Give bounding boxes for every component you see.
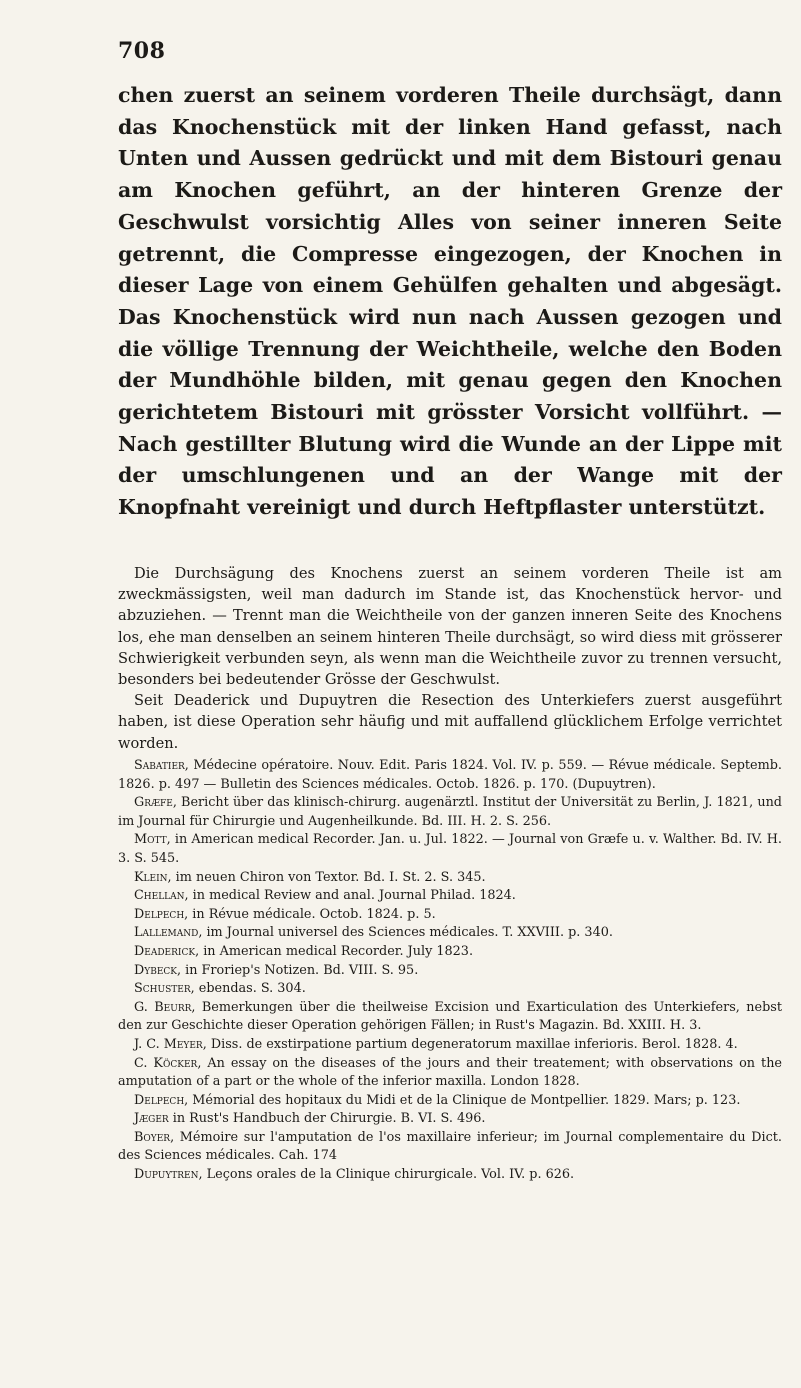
reference-author: Klein: [134, 869, 168, 885]
reference-entry: [118, 980, 782, 999]
reference-entry: [118, 1055, 782, 1092]
reference-text: , im neuen Chiron von Textor. Bd. I. St. 2. S. 345.: [167, 869, 486, 885]
reference-entry: [118, 924, 782, 943]
reference-author: Chellan: [134, 888, 185, 904]
reference-entry: [118, 831, 782, 868]
reference-entry: [118, 1129, 782, 1166]
main-text-block: [118, 80, 782, 524]
page-number: 708: [118, 38, 166, 64]
notes-block: [118, 563, 782, 754]
reference-text: , Mémorial des hopitaux du Midi et de la Clinique de Montpellier. 1829. Mars; p. 123.: [184, 1092, 741, 1108]
reference-author: Delpech: [134, 906, 185, 922]
reference-text: in Rust's Handbuch der Chirurgie. B. VI. S. 496.: [168, 1111, 486, 1127]
reference-author: Boyer: [134, 1129, 171, 1145]
reference-entry: [118, 906, 782, 925]
reference-text: , in medical Review and anal. Journal Philad. 1824.: [184, 888, 516, 904]
reference-entry: [118, 943, 782, 962]
note-paragraph: Die Durchsägung des Knochens zuerst an seinem vorderen Theile ist am zweckmässigsten, weil man dadurch im Stande ist, das Knochenstück hervor- und abzuziehen. — Trennt man die Weichtheile von der ganzen inneren Seite des Knochens los, ehe man denselben an seinem hinteren Theile durchsägt, so wird diess mit grösserer Schwierigkeit verbunden seyn, als wenn man die Weichtheile zuvor zu trennen versucht, besonders bei bedeutender Grösse der Geschwulst.: [118, 565, 782, 689]
reference-author: Dupuytren: [134, 1167, 199, 1183]
reference-entry: [118, 1166, 782, 1185]
reference-author: G. Beurr: [134, 999, 192, 1015]
reference-entry: [118, 962, 782, 981]
reference-text: , in American medical Recorder. July 1823.: [195, 943, 474, 959]
reference-entry: [118, 1036, 782, 1055]
reference-text: , Diss. de exstirpatione partium degeneratorum maxillae inferioris. Berol. 1828. 4.: [202, 1036, 738, 1052]
reference-entry: [118, 887, 782, 906]
reference-author: Dybeck: [134, 962, 177, 978]
reference-author: Lallemand: [134, 925, 199, 941]
reference-author: Schuster: [134, 981, 191, 997]
reference-entry: [118, 869, 782, 888]
reference-entry: [118, 999, 782, 1036]
reference-author: Delpech: [134, 1092, 185, 1108]
reference-text: , in Froriep's Notizen. Bd. VIII. S. 95.: [177, 962, 419, 978]
reference-text: , ebendas. S. 304.: [190, 981, 306, 997]
reference-author: Mott: [134, 832, 167, 848]
reference-text: , in American medical Recorder. Jan. u. Jul. 1822. — Journal von Græfe u. v. Walther. Bd. IV. H. 3. S. 545.: [118, 832, 782, 866]
reference-text: , Bemerkungen über die theilweise Excision und Exarticulation des Unterkiefers, nebst den zur Geschichte dieser Operation gehörigen Fällen; in Rust's Magazin. Bd. XXIII. H. 3.: [118, 999, 782, 1034]
reference-text: , An essay on the diseases of the jours and their treatement; with observations on the amputation of a part or the whole of the inferior maxilla. London 1828.: [118, 1055, 783, 1090]
reference-text: , Médecine opératoire. Nouv. Edit. Paris 1824. Vol. IV. p. 559. — Révue médicale. Septemb. 1826. p. 497 — Bulletin des Sciences médicales. Octob. 1826. p. 170. (Dupuytren).: [118, 758, 782, 792]
reference-text: , Mémoire sur l'amputation de l'os maxillaire inferieur; im Journal complementaire du Dict. des Sciences médicales. Cah. 174: [118, 1129, 782, 1164]
reference-text: , im Journal universel des Sciences médicales. T. XXVIII. p. 340.: [198, 925, 613, 941]
reference-author: Græfe: [134, 795, 173, 811]
reference-entry: [118, 1110, 782, 1129]
reference-text: , Bericht über das klinisch-chirurg. augenärztl. Institut der Universität zu Berlin, J. 1821, und im Journal für Chirurgie und Augenheilkunde. Bd. III. H. 2. S. 256.: [118, 795, 782, 829]
reference-author: C. Köcker: [134, 1055, 198, 1071]
reference-author: J. C. Meyer: [134, 1036, 203, 1052]
reference-entry: [118, 757, 782, 794]
reference-author: Sabatier: [134, 758, 185, 773]
reference-text: , Leçons orales de la Clinique chirurgicale. Vol. IV. p. 626.: [198, 1167, 575, 1183]
reference-author: Jæger: [134, 1111, 169, 1127]
references-block: [118, 757, 782, 1185]
reference-author: Deaderick: [134, 943, 196, 959]
note-paragraph: Seit Deaderick und Dupuytren die Resection des Unterkiefers zuerst ausgeführt haben, ist diese Operation sehr häufig und mit auffallend glücklichem Erfolge verrichtet worden.: [118, 692, 782, 752]
reference-entry: [118, 1092, 782, 1111]
reference-entry: [118, 794, 782, 831]
main-paragraph: chen zuerst an seinem vorderen Theile durchsägt, dann das Knochenstück mit der linken Hand gefasst, nach Unten und Aussen gedrückt und mit dem Bistouri genau am Knochen geführt, an der hinteren Grenze der Geschwulst vorsichtig Alles von seiner inneren Seite getrennt, die Compresse eingezogen, der Knochen in dieser Lage von einem Gehülfen gehalten und abgesägt. Das Knochenstück wird nun nach Aussen gezogen und die völlige Trennung der Weichtheile, welche den Boden der Mundhöhle bilden, mit genau gegen den Knochen gerichtetem Bistouri mit grösster Vorsicht vollführt. — Nach gestillter Blutung wird die Wunde an der Lippe mit der umschlungenen und an der Wange mit der Knopfnaht vereinigt und durch Heftpflaster unterstützt.: [118, 83, 782, 520]
reference-text: , in Révue médicale. Octob. 1824. p. 5.: [184, 906, 436, 922]
